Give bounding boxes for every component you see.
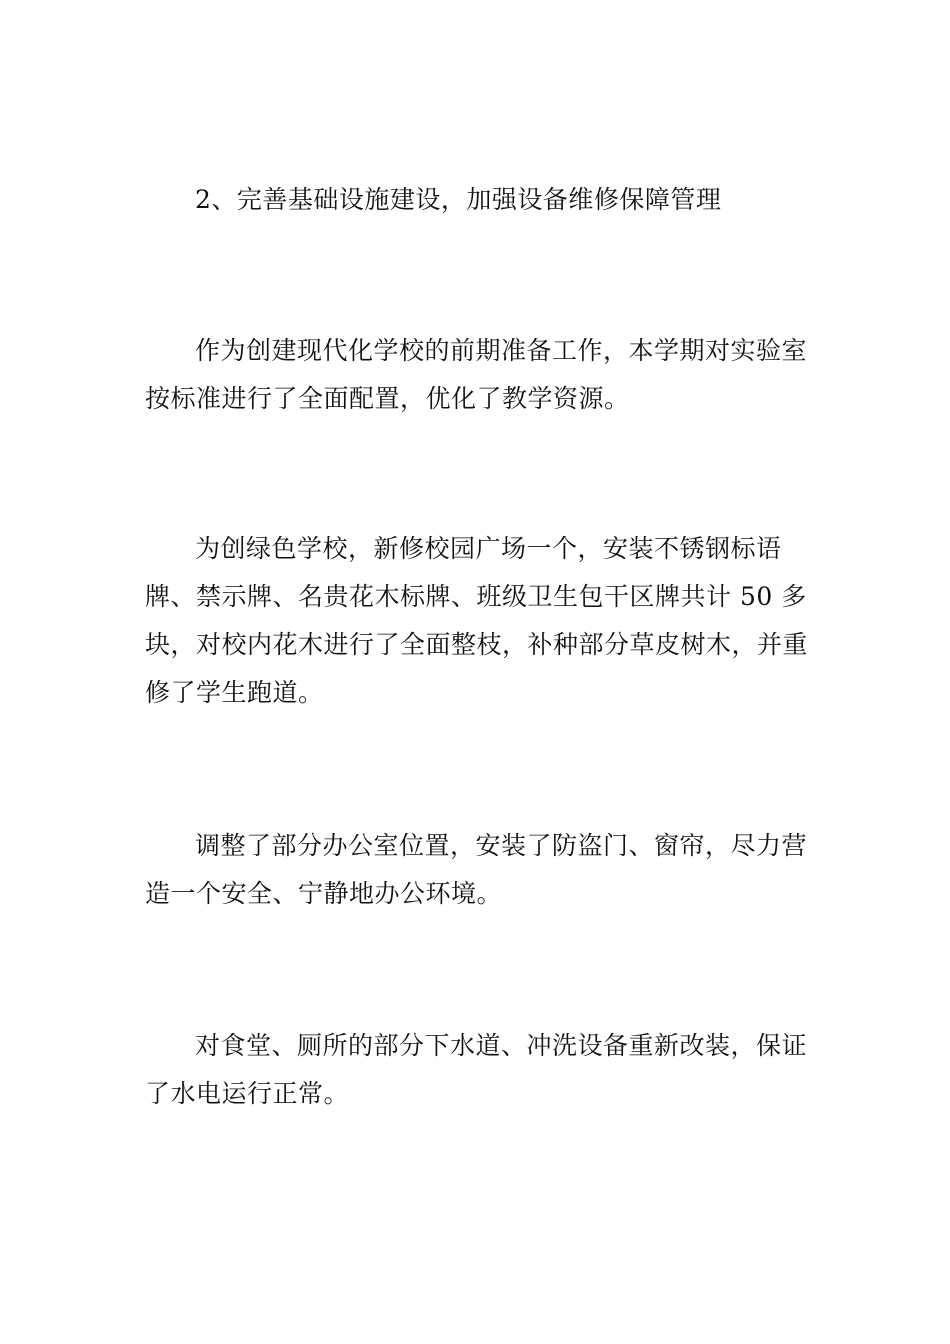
- paragraph-canteen-renovation: 对食堂、厕所的部分下水道、冲洗设备重新改装，保证了水电运行正常。: [145, 1031, 808, 1108]
- paragraph-green-school: 为创绿色学校，新修校园广场一个，安装不锈钢标语牌、禁示牌、名贵花木标牌、班级卫生包干区牌共计 50 多块，对校内花木进行了全面整枝，补种部分草皮树木，并重修了学生跑道。: [145, 534, 809, 707]
- paragraph-lab-configuration: 作为创建现代化学校的前期准备工作，本学期对实验室按标准进行了全面配置，优化了教学资源。: [145, 336, 808, 413]
- section-heading: 2、完善基础设施建设，加强设备维修保障管理: [195, 185, 722, 214]
- paragraph-office-adjustment: 调整了部分办公室位置，安装了防盗门、窗帘，尽力营造一个安全、宁静地办公环境。: [145, 831, 808, 908]
